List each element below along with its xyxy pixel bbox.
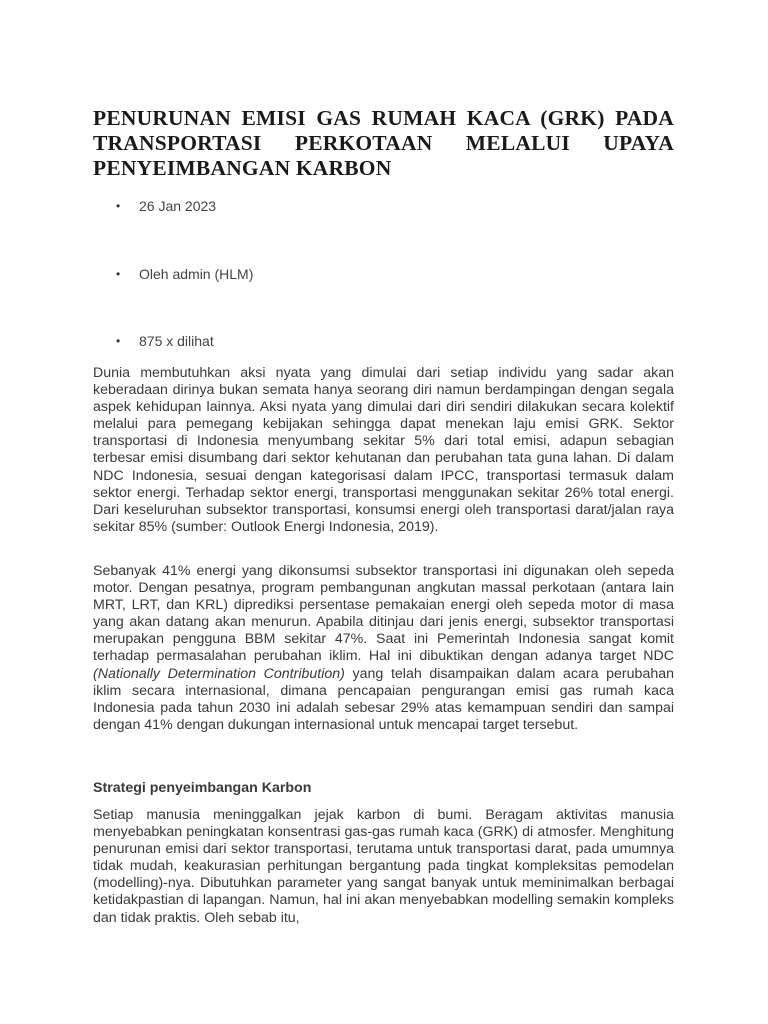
meta-item-author	[93, 265, 674, 283]
bullet-icon: •	[116, 334, 121, 348]
paragraph-carbon: Setiap manusia meninggalkan jejak karbon di bumi. Beragam aktivitas manusia menyebabkan peningkatan konsentrasi gas-gas rumah kaca (GRK) di atmosfer. Menghitung penurunan emisi dari sektor transportasi, terutama untuk transportasi darat, pada umumnya tidak mudah, keakurasian perhitungan bergantung pada tingkat kompleksitas pemodelan (modelling)-nya. Dibutuhkan parameter yang sangat banyak untuk meminimalkan berbagai ketidakpastian di lapangan. Namun, hal ini akan menyebabkan modelling semakin kompleks dan tidak praktis. Oleh sebab itu,	[93, 807, 674, 926]
meta-list-date	[93, 197, 674, 215]
paragraph-energy-text-2: yang telah disampaikan dalam acara perubahan iklim secara internasional, dimana pencapaian pengurangan emisi gas rumah kaca Indonesia pada tahun 2030 ini adalah sebesar 29% atas kemampuan sendiri dan sampai dengan 41% dengan dukungan internasional untuk mencapai target tersebut.	[93, 665, 675, 733]
paragraph-energy-text-1: Sebanyak 41% energi yang dikonsumsi subsektor transportasi ini digunakan oleh sepeda motor. Dengan pesatnya, program pembangunan angkutan massal perkotaan (antara lain MRT, LRT, dan KRL) diprediksi persentase pemakaian energi oleh sepeda motor di masa yang akan datang akan menurun. Apabila ditinjau dari jenis energi, subsektor transportasi merupakan pengguna BBM sekitar 47%. Saat ini Pemerintah Indonesia sangat komit terhadap permasalahan perubahan iklim. Hal ini dibuktikan dengan adanya target NDC	[93, 563, 674, 665]
meta-list-views	[93, 332, 674, 350]
bullet-icon: •	[116, 267, 121, 281]
section-heading: Strategi penyeimbangan Karbon	[93, 780, 312, 796]
meta-item-views	[93, 332, 674, 350]
post-date: 26 Jan 2023	[139, 198, 217, 214]
post-author: Oleh admin (HLM)	[139, 266, 254, 282]
article-title: PENURUNAN EMISI GAS RUMAH KACA (GRK) PADA TRANSPORTASI PERKOTAAN MELALUI UPAYA PENYEIMBANGAN KARBON	[93, 106, 674, 180]
meta-list-author	[93, 265, 674, 283]
bullet-icon: •	[116, 199, 121, 213]
meta-item-date	[93, 197, 674, 215]
paragraph-energy	[93, 563, 674, 734]
view-count: 875 x dilihat	[139, 333, 214, 349]
ndc-term: (Nationally Determination Contribution)	[93, 665, 345, 682]
paragraph-intro: Dunia membutuhkan aksi nyata yang dimulai dari setiap individu yang sadar akan keberadaan dirinya bukan semata hanya seorang diri namun berdampingan dengan segala aspek kehidupan lainnya. Aksi nyata yang dimulai dari diri sendiri dilakukan secara kolektif melalui para pemegang kebijakan sehingga dapat menekan laju emisi GRK. Sektor transportasi di Indonesia menyumbang sekitar 5% dari total emisi, adapun sebagian terbesar emisi disumbang dari sektor kehutanan dan perubahan tata guna lahan. Di dalam NDC Indonesia, sesuai dengan kategorisasi dalam IPCC, transportasi termasuk dalam sektor energi. Terhadap sektor energi, transportasi menggunakan sekitar 26% total energi. Dari keseluruhan subsektor transportasi, konsumsi energi oleh transportasi darat/jalan raya sekitar 85% (sumber: Outlook Energi Indonesia, 2019).	[93, 365, 674, 535]
